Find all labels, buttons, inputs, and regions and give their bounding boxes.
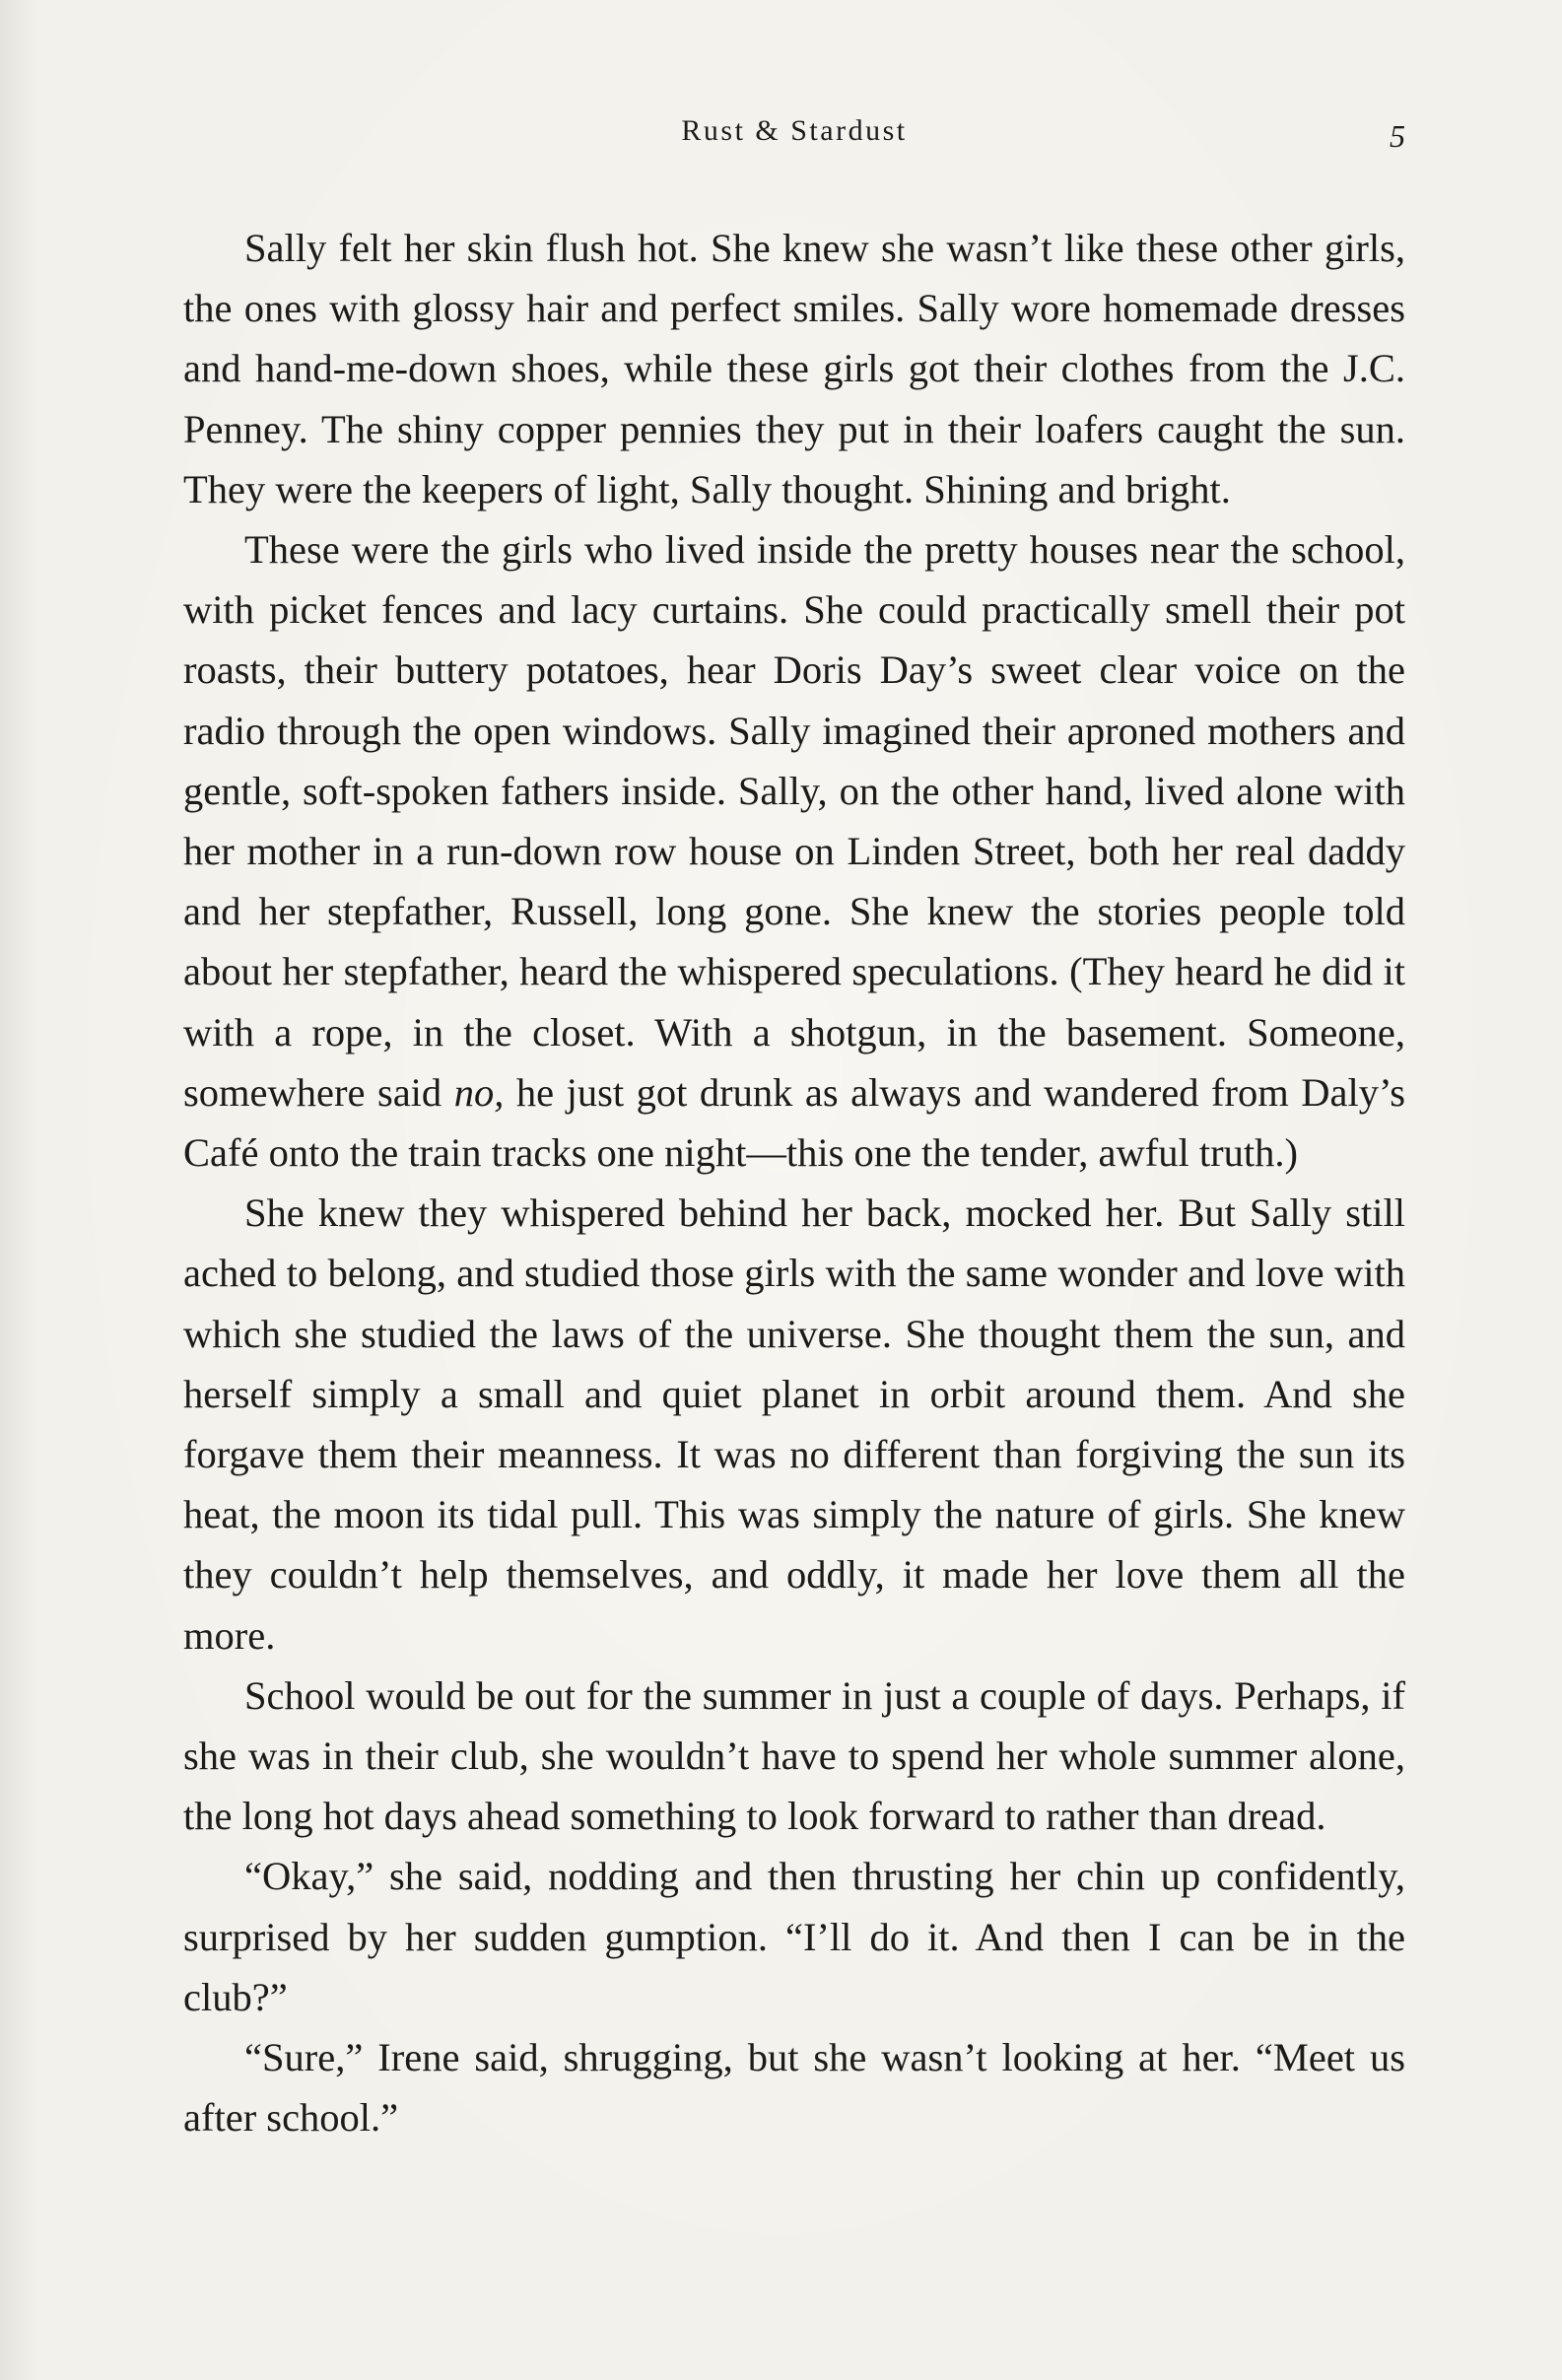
body-text	[183, 218, 1405, 2148]
paragraph-2	[183, 519, 1405, 1183]
paragraph-2-emphasis: no,	[453, 1069, 505, 1115]
paragraph-2-text-after: he just got drunk as always and wandered from Daly’s Café onto the train tracks one night—this one the tender, awful truth.)	[183, 1069, 1405, 1176]
paragraph-2-text: These were the girls who lived inside the pretty houses near the school, with picket fences and lacy curtains. She could practically smell their pot roasts, their buttery potatoes, hear Doris Day’s sweet clear voice on the radio through the open windows. Sally imagined their aproned mothers and gentle, soft-spoken fathers inside. Sally, on the other hand, lived alone with her mother in a run-down row house on Linden Street, both her real daddy and her stepfather, Russell, long gone. She knew the stories people told about her stepfather, heard the whispered speculations. (They heard he did it with a rope, in the closet. With a shotgun, in the basement. Someone, somewhere said	[183, 527, 1405, 1115]
paragraph-3-text: She knew they whispered behind her back, mocked her. But Sally still ached to belong, and studied those girls with the same wonder and love with which she studied the laws of the universe. She thought them the sun, and herself simply a small and quiet planet in orbit around them. And she forgave them their meanness. It was no different than forgiving the sun its heat, the moon its tidal pull. This was simply the nature of girls. She knew they couldn’t help themselves, and oddly, it made her love them all the more.	[183, 1190, 1405, 1658]
paragraph-4	[183, 1666, 1405, 1847]
running-header	[183, 114, 1405, 154]
page-number: 5	[1390, 118, 1405, 154]
paragraph-1-text: Sally felt her skin flush hot. She knew she wasn’t like these other girls, the ones with glossy hair and perfect smiles. Sally wore homemade dresses and hand-me-down shoes, while these girls got their clothes from the J.C. Penney. The shiny copper pennies they put in their loafers caught the sun. They were the keepers of light, Sally thought. Shining and bright.	[183, 226, 1405, 511]
paragraph-6	[183, 2027, 1405, 2147]
paragraph-5-text: “Okay,” she said, nodding and then thrusting her chin up confidently, surprised by her sudden gumption. “I’ll do it. And then I can be in the club?”	[183, 1854, 1405, 2019]
paragraph-5	[183, 1846, 1405, 2027]
paragraph-6-text: “Sure,” Irene said, shrugging, but she wasn’t looking at her. “Meet us after school.”	[183, 2035, 1405, 2141]
paragraph-4-text: School would be out for the summer in just a couple of days. Perhaps, if she was in their club, she wouldn’t have to spend her whole summer alone, the long hot days ahead something to look forward to rather than dread.	[183, 1672, 1405, 1839]
gutter-shadow	[0, 0, 39, 2380]
paragraph-3	[183, 1183, 1405, 1666]
running-title: Rust & Stardust	[681, 114, 908, 147]
paragraph-1	[183, 218, 1405, 519]
